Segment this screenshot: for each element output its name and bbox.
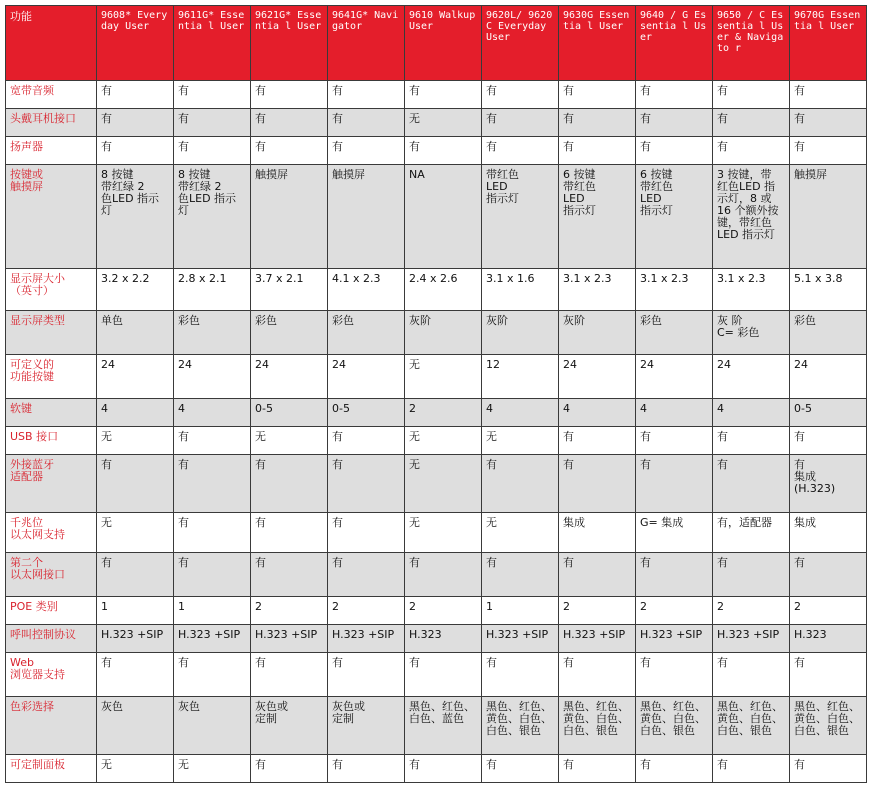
table-cell: 4	[636, 399, 713, 427]
row-label: 软键	[6, 399, 97, 427]
table-cell: 有	[251, 455, 328, 513]
table-cell: 单色	[97, 311, 174, 355]
table-cell: H.323 +SIP	[174, 625, 251, 653]
table-cell: 有	[328, 81, 405, 109]
table-cell: 无	[405, 455, 482, 513]
table-cell: 4	[97, 399, 174, 427]
row-label: Web 浏览器支持	[6, 653, 97, 697]
table-cell: 有	[713, 755, 790, 783]
table-cell: H.323	[790, 625, 867, 653]
row-label: 扬声器	[6, 137, 97, 165]
table-cell: 12	[482, 355, 559, 399]
table-cell: 有	[328, 109, 405, 137]
table-cell: 有	[174, 513, 251, 553]
table-cell: 有	[251, 109, 328, 137]
table-cell: 无	[405, 109, 482, 137]
table-row	[6, 625, 867, 653]
table-cell: 2.8 x 2.1	[174, 269, 251, 311]
table-cell: 有	[174, 81, 251, 109]
table-cell: 无	[174, 755, 251, 783]
table-cell: 有	[559, 137, 636, 165]
table-cell: 有，适配器	[713, 513, 790, 553]
table-cell: 有	[482, 455, 559, 513]
table-cell: 有	[405, 755, 482, 783]
table-cell: 有	[790, 653, 867, 697]
table-cell: 有	[405, 137, 482, 165]
table-cell: 黑色、红色、 白色、蓝色	[405, 697, 482, 755]
table-cell: 有	[251, 137, 328, 165]
table-cell: 有	[713, 81, 790, 109]
table-cell: 有	[713, 653, 790, 697]
table-cell: 有	[405, 653, 482, 697]
table-cell: 3.1 x 2.3	[713, 269, 790, 311]
table-cell: 4	[174, 399, 251, 427]
table-cell: 触摸屏	[790, 165, 867, 269]
table-cell: 触摸屏	[251, 165, 328, 269]
table-row	[6, 355, 867, 399]
phone-comparison-table	[5, 5, 867, 783]
table-row	[6, 553, 867, 597]
table-header	[6, 6, 867, 81]
table-cell: 有	[251, 81, 328, 109]
table-cell: 触摸屏	[328, 165, 405, 269]
header-model: 9608* Everyday User	[97, 6, 174, 81]
table-cell: 有	[790, 553, 867, 597]
table-cell: 有	[251, 755, 328, 783]
table-cell: 无	[482, 513, 559, 553]
table-cell: 有	[251, 553, 328, 597]
table-cell: 有	[328, 653, 405, 697]
table-cell: 有	[482, 553, 559, 597]
table-cell: 有	[636, 553, 713, 597]
row-label: POE 类别	[6, 597, 97, 625]
table-cell: 无	[405, 427, 482, 455]
table-cell: 有	[174, 455, 251, 513]
table-row	[6, 165, 867, 269]
table-cell: 有	[559, 455, 636, 513]
table-cell: 1	[97, 597, 174, 625]
table-cell: 集成	[559, 513, 636, 553]
table-cell: 无	[482, 427, 559, 455]
table-cell: H.323 +SIP	[713, 625, 790, 653]
table-row	[6, 81, 867, 109]
table-cell: 有	[713, 109, 790, 137]
table-cell: H.323 +SIP	[97, 625, 174, 653]
table-cell: 有	[251, 653, 328, 697]
table-cell: 2	[405, 399, 482, 427]
row-label: USB 接口	[6, 427, 97, 455]
table-cell: H.323 +SIP	[559, 625, 636, 653]
table-row	[6, 311, 867, 355]
table-row	[6, 513, 867, 553]
table-row	[6, 399, 867, 427]
table-cell: 有	[174, 137, 251, 165]
table-cell: 有	[97, 109, 174, 137]
table-cell: 有	[713, 553, 790, 597]
row-label: 千兆位 以太网支持	[6, 513, 97, 553]
table-cell: 无	[97, 755, 174, 783]
table-cell: 有	[636, 755, 713, 783]
table-body	[6, 81, 867, 783]
table-cell: 有	[713, 455, 790, 513]
header-model: 9611G* Essentia l User	[174, 6, 251, 81]
table-cell: 有	[328, 513, 405, 553]
table-cell: 有	[482, 137, 559, 165]
row-label: 显示屏大小 （英寸）	[6, 269, 97, 311]
row-label: 可定义的 功能按键	[6, 355, 97, 399]
table-cell: 黑色、红色、 黄色、白色、 白色、银色	[482, 697, 559, 755]
table-cell: 8 按键 带红绿 2 色LED 指示 灯	[174, 165, 251, 269]
table-cell: 有	[97, 137, 174, 165]
table-cell: H.323 +SIP	[328, 625, 405, 653]
table-cell: 5.1 x 3.8	[790, 269, 867, 311]
table-cell: 灰色或 定制	[251, 697, 328, 755]
table-row	[6, 109, 867, 137]
table-cell: 2	[636, 597, 713, 625]
table-cell: 6 按键 带红色 LED 指示灯	[636, 165, 713, 269]
table-cell: 4	[559, 399, 636, 427]
table-cell: 24	[174, 355, 251, 399]
table-cell: 24	[636, 355, 713, 399]
table-row	[6, 697, 867, 755]
table-cell: 有	[559, 653, 636, 697]
table-cell: 有	[97, 455, 174, 513]
table-row	[6, 269, 867, 311]
table-cell: 有	[482, 81, 559, 109]
table-cell: 带红色 LED 指示灯	[482, 165, 559, 269]
table-cell: 彩色	[174, 311, 251, 355]
table-cell: 有	[328, 755, 405, 783]
table-cell: 24	[97, 355, 174, 399]
header-model: 9640 / G Essentia l User	[636, 6, 713, 81]
table-cell: 3.2 x 2.2	[97, 269, 174, 311]
table-cell: 有	[174, 427, 251, 455]
table-row	[6, 427, 867, 455]
header-model: 9621G* Essentia l User	[251, 6, 328, 81]
table-cell: H.323 +SIP	[251, 625, 328, 653]
table-cell: 黑色、红色、 黄色、白色、 白色、银色	[636, 697, 713, 755]
table-cell: 2	[559, 597, 636, 625]
table-cell: H.323 +SIP	[636, 625, 713, 653]
table-cell: 有	[174, 553, 251, 597]
table-row	[6, 653, 867, 697]
header-model: 9630G Essentia l User	[559, 6, 636, 81]
table-cell: 有	[328, 455, 405, 513]
table-cell: 彩色	[328, 311, 405, 355]
table-cell: 有	[482, 653, 559, 697]
row-label: 显示屏类型	[6, 311, 97, 355]
table-cell: 无	[405, 513, 482, 553]
table-cell: 灰阶	[482, 311, 559, 355]
table-cell: 24	[559, 355, 636, 399]
table-cell: 彩色	[790, 311, 867, 355]
table-row	[6, 597, 867, 625]
table-cell: 0-5	[790, 399, 867, 427]
table-cell: 无	[97, 513, 174, 553]
table-cell: 有	[559, 109, 636, 137]
table-cell: 灰色	[174, 697, 251, 755]
table-cell: 1	[482, 597, 559, 625]
table-cell: 有	[174, 653, 251, 697]
table-cell: 0-5	[328, 399, 405, 427]
table-cell: 有 集成 (H.323)	[790, 455, 867, 513]
table-cell: 无	[251, 427, 328, 455]
table-cell: 4	[713, 399, 790, 427]
table-cell: 有	[559, 427, 636, 455]
table-cell: 2	[713, 597, 790, 625]
table-cell: 3.1 x 1.6	[482, 269, 559, 311]
row-label: 色彩选择	[6, 697, 97, 755]
table-cell: 2	[328, 597, 405, 625]
table-cell: 有	[97, 553, 174, 597]
table-cell: 有	[328, 553, 405, 597]
table-cell: 集成	[790, 513, 867, 553]
table-cell: 有	[790, 427, 867, 455]
header-model: 9610 Walkup User	[405, 6, 482, 81]
table-row	[6, 455, 867, 513]
table-cell: 有	[636, 109, 713, 137]
table-cell: 有	[790, 109, 867, 137]
table-cell: 有	[559, 755, 636, 783]
table-cell: 黑色、红色、 黄色、白色、 白色、银色	[790, 697, 867, 755]
row-label: 宽带音频	[6, 81, 97, 109]
table-cell: 有	[328, 137, 405, 165]
table-cell: H.323 +SIP	[482, 625, 559, 653]
table-cell: 有	[405, 553, 482, 597]
table-cell: 无	[97, 427, 174, 455]
table-cell: 灰色或 定制	[328, 697, 405, 755]
table-cell: 1	[174, 597, 251, 625]
table-cell: 无	[405, 355, 482, 399]
table-cell: 有	[713, 427, 790, 455]
table-cell: H.323	[405, 625, 482, 653]
table-row	[6, 137, 867, 165]
table-cell: 4.1 x 2.3	[328, 269, 405, 311]
table-cell: 8 按键 带红绿 2 色LED 指示 灯	[97, 165, 174, 269]
table-cell: 6 按键 带红色 LED 指示灯	[559, 165, 636, 269]
table-cell: 3.7 x 2.1	[251, 269, 328, 311]
table-cell: G= 集成	[636, 513, 713, 553]
table-cell: 有	[636, 455, 713, 513]
table-cell: 彩色	[636, 311, 713, 355]
table-cell: 有	[636, 427, 713, 455]
table-cell: 有	[790, 137, 867, 165]
row-label: 第二个 以太网接口	[6, 553, 97, 597]
table-cell: 有	[405, 81, 482, 109]
table-cell: 4	[482, 399, 559, 427]
table-row	[6, 755, 867, 783]
table-cell: 灰 阶 C= 彩色	[713, 311, 790, 355]
table-cell: 有	[559, 553, 636, 597]
table-cell: 灰阶	[405, 311, 482, 355]
table-cell: 24	[251, 355, 328, 399]
table-cell: 24	[713, 355, 790, 399]
table-cell: 彩色	[251, 311, 328, 355]
table-cell: 有	[636, 137, 713, 165]
table-cell: 有	[482, 109, 559, 137]
header-row	[6, 6, 867, 81]
table-cell: 3 按键，带 红色LED 指 示灯，8 或 16 个额外按 键，带红色 LED 指示灯	[713, 165, 790, 269]
table-cell: 有	[636, 81, 713, 109]
table-cell: 2.4 x 2.6	[405, 269, 482, 311]
table-cell: 有	[97, 81, 174, 109]
table-cell: 0-5	[251, 399, 328, 427]
table-cell: 3.1 x 2.3	[636, 269, 713, 311]
table-cell: 24	[328, 355, 405, 399]
row-label: 呼叫控制协议	[6, 625, 97, 653]
header-model: 9650 / C Essentia l User & Navigato r	[713, 6, 790, 81]
table-cell: 24	[790, 355, 867, 399]
table-cell: 有	[713, 137, 790, 165]
table-cell: 3.1 x 2.3	[559, 269, 636, 311]
table-cell: 有	[636, 653, 713, 697]
table-cell: 黑色、红色、 黄色、白色、 白色、银色	[559, 697, 636, 755]
header-model: 9670G Essentia l User	[790, 6, 867, 81]
table-cell: 有	[790, 755, 867, 783]
row-label: 按键或 触摸屏	[6, 165, 97, 269]
header-model: 9641G* Navigator	[328, 6, 405, 81]
table-cell: 有	[790, 81, 867, 109]
table-cell: 有	[559, 81, 636, 109]
row-label: 可定制面板	[6, 755, 97, 783]
table-cell: 黑色、红色、 黄色、白色、 白色、银色	[713, 697, 790, 755]
header-model: 9620L/ 9620C Everyday User	[482, 6, 559, 81]
row-label: 外接蓝牙 适配器	[6, 455, 97, 513]
table-cell: 有	[482, 755, 559, 783]
table-cell: 2	[405, 597, 482, 625]
row-label: 头戴耳机接口	[6, 109, 97, 137]
table-cell: 灰色	[97, 697, 174, 755]
table-cell: 有	[328, 427, 405, 455]
table-cell: 2	[251, 597, 328, 625]
table-cell: 2	[790, 597, 867, 625]
table-cell: 有	[251, 513, 328, 553]
table-cell: 有	[174, 109, 251, 137]
table-cell: 灰阶	[559, 311, 636, 355]
header-feature: 功能	[6, 6, 97, 81]
table-cell: NA	[405, 165, 482, 269]
table-cell: 有	[97, 653, 174, 697]
